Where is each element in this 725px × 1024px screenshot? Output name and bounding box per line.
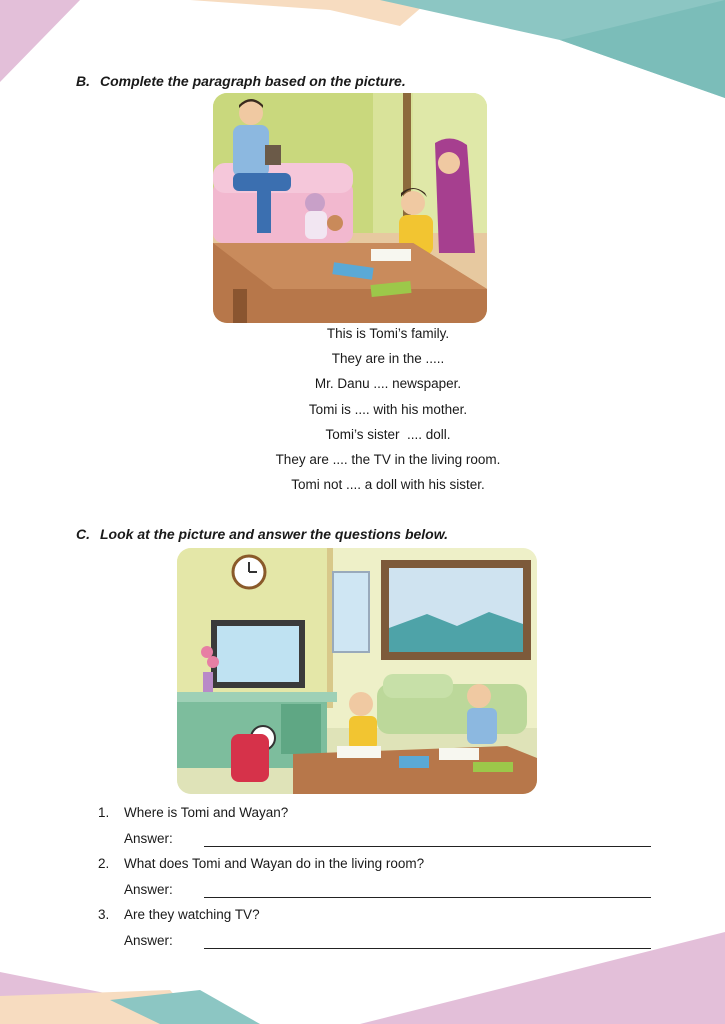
answer-line[interactable] (204, 930, 651, 949)
question-item (98, 902, 658, 928)
paragraph-line: This is Tomi’s family. (326, 326, 450, 341)
top-peach-shape (190, 0, 430, 26)
question-number: 1. (98, 805, 110, 820)
paragraph-line: Mr. Danu .... newspaper. (314, 376, 462, 392)
question-text: What does Tomi and Wayan do in the living room? (124, 856, 425, 871)
answer-label: Answer: (124, 881, 173, 897)
section-c-letter: C. (76, 526, 90, 542)
question-text: Where is Tomi and Wayan? (124, 805, 289, 820)
top-left-pink-shape (0, 0, 80, 82)
section-b-instruction: Complete the paragraph based on the picture. (100, 73, 406, 89)
section-c-title (76, 526, 448, 542)
answer-row (98, 877, 658, 903)
answer-label: Answer: (124, 932, 173, 948)
fill-in-paragraph (200, 321, 576, 497)
question-number: 3. (98, 907, 110, 922)
boys-studying-living-room-illustration (177, 548, 537, 794)
paragraph-line: They are in the ..... (331, 351, 445, 367)
family-living-room-illustration (213, 93, 487, 323)
question-item (98, 800, 658, 826)
section-b-letter: B. (76, 73, 90, 89)
answer-row (98, 826, 658, 852)
question-number: 2. (98, 856, 110, 871)
paragraph-line: Tomi is .... with his mother. (308, 401, 468, 417)
question-item (98, 851, 658, 877)
answer-line[interactable] (204, 828, 651, 847)
answer-label: Answer: (124, 830, 173, 846)
question-list (98, 800, 658, 953)
section-c-instruction: Look at the picture and answer the questions below. (100, 526, 448, 542)
paragraph-line: They are .... the TV in the living room. (275, 451, 501, 467)
question-text: Are they watching TV? (124, 907, 260, 922)
answer-line[interactable] (204, 879, 651, 898)
answer-row (98, 928, 658, 954)
paragraph-line: Tomi’s sister .... doll. (325, 426, 451, 442)
section-b-title (76, 73, 406, 89)
paragraph-line: Tomi not .... a doll with his sister. (291, 477, 485, 493)
